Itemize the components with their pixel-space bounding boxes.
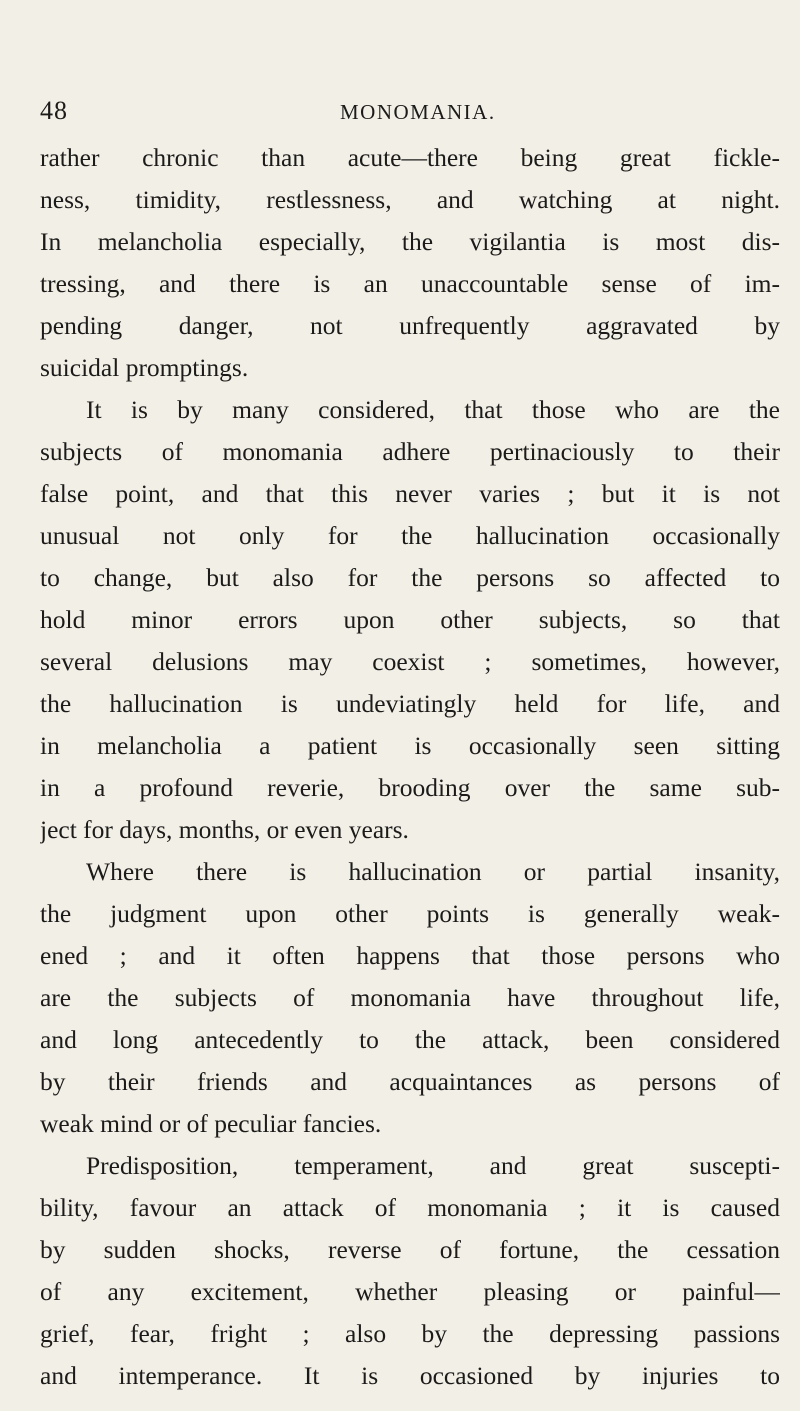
text-line: hold minor errors upon other subjects, so that — [40, 605, 780, 634]
text-line: ject for days, months, or even years. — [40, 815, 409, 844]
running-head: MONOMANIA. — [340, 100, 496, 124]
text-line: suicidal promptings. — [40, 353, 249, 382]
text-line: Where there is hallucination or partial insanity, — [86, 857, 780, 886]
text-line: by their friends and acquaintances as persons of — [40, 1067, 780, 1096]
text-line: and long antecedently to the attack, been considered — [40, 1025, 780, 1054]
text-line: weak mind or of peculiar fancies. — [40, 1109, 382, 1138]
text-line: bility, favour an attack of monomania ; it is caused — [40, 1193, 780, 1222]
text-line: several delusions may coexist ; sometimes, however, — [40, 647, 780, 676]
text-line: the hallucination is undeviatingly held for life, and — [40, 689, 780, 718]
text-line: ness, timidity, restlessness, and watching at night. — [40, 185, 780, 214]
text-line: false point, and that this never varies ; but it is not — [40, 479, 780, 508]
text-line: in melancholia a patient is occasionally seen sitting — [40, 731, 780, 760]
text-line: Predisposition, temperament, and great suscepti- — [86, 1151, 780, 1180]
text-line: unusual not only for the hallucination occasionally — [40, 521, 780, 550]
text-line: to change, but also for the persons so affected to — [40, 563, 780, 592]
page-number: 48 — [40, 96, 68, 125]
text-line: the judgment upon other points is generally weak- — [40, 899, 780, 928]
text-line: subjects of monomania adhere pertinaciously to their — [40, 437, 780, 466]
text-line: by sudden shocks, reverse of fortune, the cessation — [40, 1235, 780, 1264]
text-line: tressing, and there is an unaccountable sense of im- — [40, 269, 780, 298]
text-line: and intemperance. It is occasioned by injuries to — [40, 1361, 780, 1390]
page-header — [0, 96, 800, 136]
text-line: of any excitement, whether pleasing or painful— — [40, 1277, 780, 1306]
text-line: In melancholia especially, the vigilantia is most dis- — [40, 227, 780, 256]
text-line: are the subjects of monomania have throughout life, — [40, 983, 780, 1012]
body-text — [40, 137, 780, 1397]
text-line: pending danger, not unfrequently aggravated by — [40, 311, 780, 340]
text-line: ened ; and it often happens that those persons who — [40, 941, 780, 970]
text-line: in a profound reverie, brooding over the same sub- — [40, 773, 780, 802]
text-line: grief, fear, fright ; also by the depressing passions — [40, 1319, 780, 1348]
text-line: rather chronic than acute—there being great fickle- — [40, 143, 780, 172]
text-line: It is by many considered, that those who are the — [86, 395, 780, 424]
